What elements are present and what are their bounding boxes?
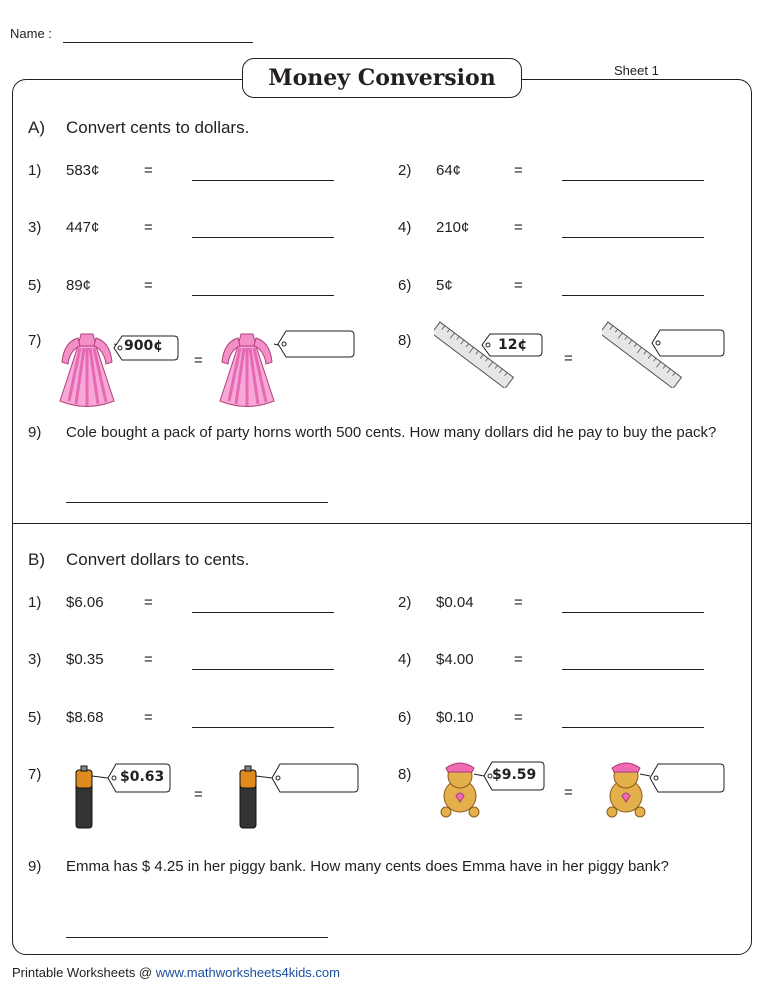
footer [12, 965, 340, 980]
word-problem-text: Cole bought a pack of party horns worth 500 cents. How many dollars did he pay to buy the pack? [66, 424, 717, 441]
item-value: 64¢ [436, 162, 462, 179]
item-number: 1) [28, 162, 42, 179]
page-title: Money Conversion [242, 58, 522, 98]
item-number: 7) [28, 766, 42, 783]
answer-line[interactable] [562, 727, 704, 728]
item-number: 2) [398, 162, 412, 179]
answer-line[interactable] [192, 180, 334, 181]
answer-line[interactable] [562, 669, 704, 670]
equals-sign: = [194, 786, 203, 803]
item-number: 2) [398, 594, 412, 611]
equals-sign: = [144, 594, 153, 611]
section-a-letter: A) [28, 118, 45, 137]
equals-sign: = [144, 162, 153, 179]
item-value: $0.10 [436, 709, 474, 726]
teddy-bear-icon-blank [600, 758, 726, 820]
item-value: $0.35 [66, 651, 104, 668]
item-value: 583¢ [66, 162, 100, 179]
footer-label: Printable Worksheets @ [12, 965, 156, 980]
answer-line[interactable] [66, 937, 328, 938]
item-value: $6.06 [66, 594, 104, 611]
item-value: 210¢ [436, 219, 470, 236]
equals-sign: = [514, 709, 523, 726]
price-tag: 12¢ [498, 337, 528, 353]
equals-sign: = [144, 219, 153, 236]
name-label: Name : [10, 26, 52, 41]
item-value: 447¢ [66, 219, 100, 236]
item-number: 5) [28, 277, 42, 294]
answer-line[interactable] [562, 237, 704, 238]
equals-sign: = [144, 651, 153, 668]
item-number: 4) [398, 651, 412, 668]
footer-link[interactable]: www.mathworksheets4kids.com [155, 965, 340, 980]
ruler-icon-blank [602, 318, 726, 388]
equals-sign: = [514, 219, 523, 236]
ruler-icon [434, 318, 544, 388]
equals-sign: = [514, 162, 523, 179]
answer-line[interactable] [562, 295, 704, 296]
section-a-instruction: Convert cents to dollars. [66, 118, 250, 137]
price-tag: $0.63 [120, 769, 165, 785]
item-number: 8) [398, 766, 412, 783]
dress-icon [60, 334, 114, 407]
answer-line[interactable] [192, 237, 334, 238]
item-number: 4) [398, 219, 412, 236]
answer-line[interactable] [562, 180, 704, 181]
item-number: 7) [28, 332, 42, 349]
item-number: 6) [398, 277, 412, 294]
section-b-instruction: Convert dollars to cents. [66, 550, 250, 569]
item-value: 89¢ [66, 277, 92, 294]
section-b-letter: B) [28, 550, 45, 569]
name-field[interactable] [63, 42, 253, 43]
item-number: 3) [28, 651, 42, 668]
answer-line[interactable] [192, 295, 334, 296]
price-tag: 900¢ [124, 338, 163, 354]
item-value: $4.00 [436, 651, 474, 668]
equals-sign: = [514, 594, 523, 611]
item-number: 9) [28, 858, 42, 875]
section-divider [12, 523, 752, 524]
word-problem-text: Emma has $ 4.25 in her piggy bank. How many cents does Emma have in her piggy bank? [66, 858, 669, 875]
equals-sign: = [564, 350, 573, 367]
answer-line[interactable] [66, 502, 328, 503]
equals-sign: = [144, 709, 153, 726]
item-value: $0.04 [436, 594, 474, 611]
answer-line[interactable] [562, 612, 704, 613]
answer-line[interactable] [192, 727, 334, 728]
item-number: 1) [28, 594, 42, 611]
dress-icon-blank [216, 326, 356, 410]
item-value: 5¢ [436, 277, 453, 294]
battery-icon-blank [230, 760, 360, 830]
equals-sign: = [514, 651, 523, 668]
item-number: 3) [28, 219, 42, 236]
equals-sign: = [194, 352, 203, 369]
equals-sign: = [564, 784, 573, 801]
answer-line[interactable] [192, 612, 334, 613]
equals-sign: = [514, 277, 523, 294]
item-number: 5) [28, 709, 42, 726]
item-number: 9) [28, 424, 42, 441]
item-value: $8.68 [66, 709, 104, 726]
item-number: 8) [398, 332, 412, 349]
equals-sign: = [144, 277, 153, 294]
answer-line[interactable] [192, 669, 334, 670]
sheet-label: Sheet 1 [614, 63, 659, 78]
price-tag: $9.59 [492, 767, 537, 783]
item-number: 6) [398, 709, 412, 726]
